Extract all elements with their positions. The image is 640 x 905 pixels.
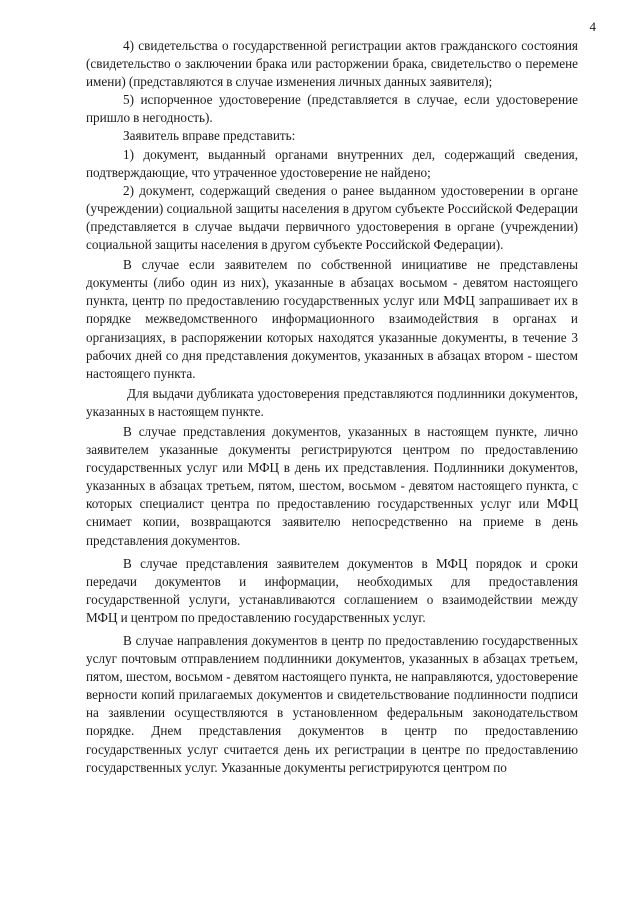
page-number: 4 <box>589 19 596 34</box>
paragraph-mfc-submission: В случае представления заявителем документов в МФЦ порядок и сроки передачи документов и информации, необходимых для предоставления государственной услуги, устанавливаются соглашением о взаимодействии между МФЦ и центром по предоставлению государственных услуг. <box>86 555 578 625</box>
paragraph-postal-submission: В случае направления документов в центр по предоставлению государственных услуг почтовым отправлением подлинники документов, указанных в абзацах третьем, пятом, шестом, восьмом - девятом настоящего пункта, не направляются, удостоверение верности копий прилагаемых документов и свидетельствование подлинности подписи на заявлении осуществляются в установленном федеральным законодательством порядке. Днем представления документов в центр по предоставлению государственных услуг считается день их регистрации в центре по предоставлению государственных услуг. Указанные документы регистрируются центром по <box>86 633 578 775</box>
paragraph-damaged-certificate: 5) испорченное удостоверение (представляется в случае, если удостоверение пришло в негодность). <box>86 92 578 126</box>
paragraph-optional-documents-intro: Заявитель вправе представить: <box>123 128 296 144</box>
paragraph-civil-registration: 4) свидетельства о государственной регистрации актов гражданского состояния (свидетельство о заключении брака или расторжении брака, свидетельство о перемене имени) (представляются в случае изменения личных данных заявителя); <box>86 38 578 90</box>
paragraph-interagency-request: В случае если заявителем по собственной инициативе не представлены документы (либо один из них), указанные в абзацах восьмом - девятом настоящего пункта, центр по предоставлению государственных услуг или МФЦ запрашивает их в порядке межведомственного информационного взаимодействия в органах и организациях, в распоряжении которых находятся указанные документы, в течение 3 рабочих дней со дня представления документов, указанных в абзацах втором - шестом настоящего пункта. <box>86 257 578 381</box>
document-body <box>86 37 578 777</box>
paragraph-police-document: 1) документ, выданный органами внутренних дел, содержащий сведения, подтверждающие, что утраченное удостоверение не найдено; <box>86 146 578 180</box>
paragraph-in-person-submission: В случае представления документов, указанных в настоящем пункте, лично заявителем указанные документы регистрируются центром по предоставлению государственных услуг или МФЦ в день их представления. Подлинники документов, указанных в абзацах третьем, пятом, шестом, восьмом - девятом настоящего пункта, с которых специалист центра по предоставлению государственных услуг или МФЦ снимает копии, возвращаются заявителю непосредственно на приеме в день представления документов. <box>86 423 578 548</box>
paragraph-duplicate-originals: Для выдачи дубликата удостоверения представляются подлинники документов, указанных в настоящем пункте. <box>86 385 578 419</box>
paragraph-previous-certificate-info: 2) документ, содержащий сведения о ранее выданном удостоверении в органе (учреждении) социальной защиты населения в другом субъекте Российской Федерации (представляется в случае выдачи первичного удостоверения в органе (учреждении) социальной защиты населения в другом субъекте Российской Федерации). <box>86 182 578 253</box>
